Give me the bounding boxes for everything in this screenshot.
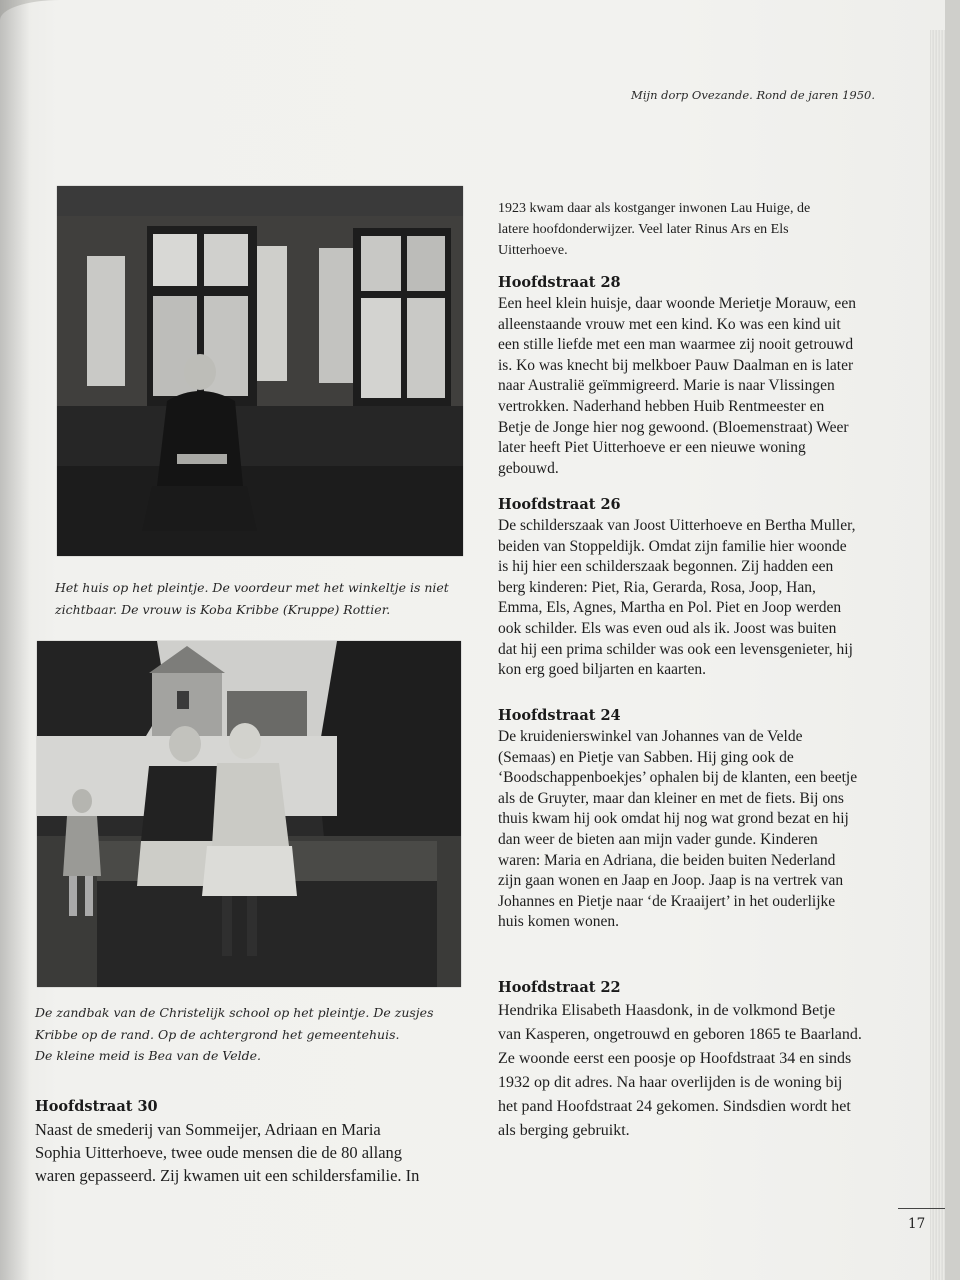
photo-house-on-square <box>57 186 463 556</box>
caption-line: zichtbaar. De vrouw is Koba Kribbe (Kruppe) Rottier. <box>55 601 391 617</box>
body-line: latere hoofdonderwijzer. Veel later Rinus Ars en Els <box>498 222 789 237</box>
body-line: als berging gebruikt. <box>498 1122 630 1139</box>
section-heading: Hoofdstraat 22 <box>498 979 621 996</box>
section-hoofdstraat-28 <box>498 272 903 479</box>
section-body <box>498 198 903 261</box>
section-hoofdstraat-30 <box>35 1096 475 1187</box>
body-line: Hendrika Elisabeth Haasdonk, in de volkmond Betje <box>498 1002 836 1019</box>
section-body <box>498 294 903 479</box>
body-line: vertrokken. Naderhand hebben Huib Rentmeester en <box>498 397 825 415</box>
section-body <box>35 1118 475 1187</box>
sandbox-photo-illustration <box>37 641 461 987</box>
body-line: thuis kwam hij ook omdat hij nog wat grond bezat en hij <box>498 810 849 828</box>
body-line: huis komen wonen. <box>498 913 619 931</box>
body-line: Emma, Els, Agnes, Martha en Pol. Piet en Joop werden <box>498 599 842 617</box>
body-line: waren: Maria en Adriana, die beiden buiten Nederland <box>498 851 836 869</box>
body-line: naar Australië geïmmigreerd. Marie is naar Vlissingen <box>498 377 835 395</box>
caption-line: De zandbak van de Christelijk school op het pleintje. De zusjes <box>35 1005 434 1020</box>
body-line: zijn gaan wonen en Jaap en Joop. Jaap is na vertrek van <box>498 872 844 890</box>
body-line: later heeft Piet Uitterhoeve er een nieuwe woning <box>498 439 806 457</box>
body-line: dat hij een prima schilder was ook een levensgenieter, hij <box>498 640 853 658</box>
section-heading: Hoofdstraat 30 <box>35 1098 158 1115</box>
body-line: gebouwd. <box>498 459 559 477</box>
running-head: Mijn dorp Ovezande. Rond de jaren 1950. <box>631 88 875 102</box>
body-line: van Kasperen, ongetrouwd en geboren 1865 te Baarland. <box>498 1026 862 1043</box>
body-line: Johannes en Pietje naar ‘de Kraaijert’ in het ouderlijke <box>498 892 836 910</box>
photo-sandbox-school <box>37 641 461 987</box>
body-line: Sophia Uitterhoeve, twee oude mensen die de 80 allang <box>35 1143 403 1162</box>
page-edges <box>930 30 945 1280</box>
section-hoofdstraat-22 <box>498 977 903 1143</box>
body-line: het pand Hoofdstraat 24 gekomen. Sindsdien wordt het <box>498 1098 851 1115</box>
section-body <box>498 516 903 681</box>
body-line: berg kinderen: Piet, Ria, Gerarda, Rosa, Joop, Han, <box>498 578 816 596</box>
body-line: als de Gruyter, maar dan kleiner en met de fiets. Bij ons <box>498 789 844 807</box>
body-line: ‘Boodschappenboekjes’ ophalen bij de klanten, een beetje <box>498 769 858 787</box>
body-line: De kruidenierswinkel van Johannes van de Velde <box>498 728 803 745</box>
section-heading: Hoofdstraat 26 <box>498 496 621 513</box>
body-line: Uitterhoeve. <box>498 243 568 258</box>
body-line: Ze woonde eerst een poosje op Hoofdstraat 34 en sinds <box>498 1050 852 1067</box>
photo-caption-house <box>55 577 449 620</box>
section-continuation <box>498 198 903 261</box>
section-heading: Hoofdstraat 28 <box>498 274 621 291</box>
section-body <box>498 999 903 1143</box>
body-line: is hij hier een schilderszaak begonnen. Zij hadden een <box>498 558 834 576</box>
body-line: Een heel klein huisje, daar woonde Merietje Morauw, een <box>498 295 856 312</box>
house-photo-illustration <box>57 186 463 556</box>
caption-line: Het huis op het pleintje. De voordeur met het winkeltje is niet <box>55 580 449 595</box>
footer-rule <box>898 1208 945 1209</box>
caption-line: De kleine meid is Bea van de Velde. <box>35 1048 261 1063</box>
photo-caption-sandbox <box>35 1002 434 1067</box>
body-line: kon erg goed biljarten en kaarten. <box>498 661 707 679</box>
section-hoofdstraat-24 <box>498 705 903 933</box>
body-line: alleenstaande vrouw met een kind. Ko was een kind uit <box>498 315 841 333</box>
body-line: dan weer de bieten aan mijn vader gunde. Kinderen <box>498 830 818 848</box>
section-body <box>498 727 903 933</box>
body-line: 1932 op dit adres. Na haar overlijden is de woning bij <box>498 1074 843 1091</box>
body-line: een stille liefde met een man waarmee zij nooit getrouwd <box>498 336 854 354</box>
binding-shadow <box>0 0 30 1280</box>
body-line: De schilderszaak van Joost Uitterhoeve en Bertha Muller, <box>498 517 856 534</box>
body-line: Naast de smederij van Sommeijer, Adriaan en Maria <box>35 1120 381 1139</box>
caption-line: Kribbe op de rand. Op de achtergrond het gemeentehuis. <box>35 1026 400 1042</box>
body-line: is. Ko was knecht bij melkboer Pauw Daalman en is later <box>498 356 854 374</box>
body-line: ook schilder. Els was even oud als ik. Joost was buiten <box>498 619 837 637</box>
section-hoofdstraat-26 <box>498 494 903 681</box>
section-heading: Hoofdstraat 24 <box>498 707 621 724</box>
page-number: 17 <box>908 1216 926 1232</box>
body-line: Betje de Jonge hier nog gewoond. (Bloemenstraat) Weer <box>498 418 849 436</box>
body-line: (Semaas) en Pietje van Sabben. Hij ging ook de <box>498 748 794 766</box>
body-line: waren gepasseerd. Zij kwamen uit een schildersfamilie. In <box>35 1166 420 1185</box>
body-line: beiden van Stoppeldijk. Omdat zijn familie hier woonde <box>498 537 847 555</box>
body-line: 1923 kwam daar als kostganger inwonen Lau Huige, de <box>498 201 811 216</box>
